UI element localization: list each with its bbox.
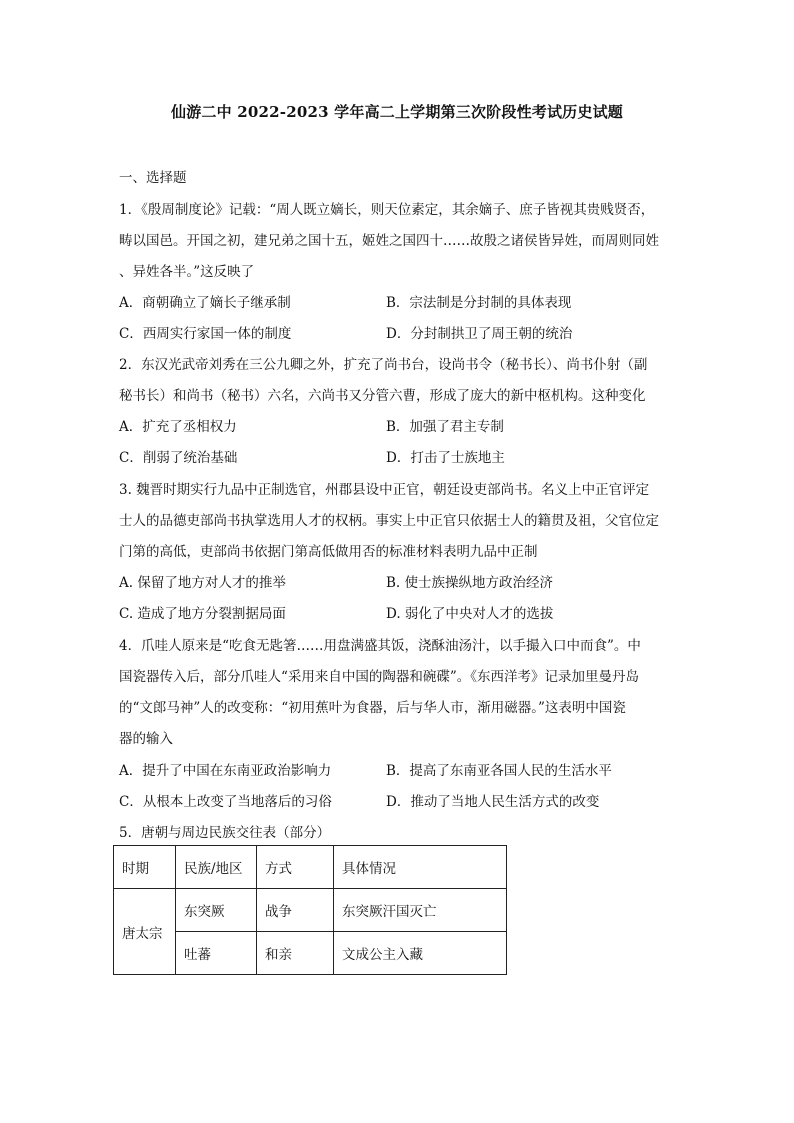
section-heading: 一、选择题 (119, 170, 187, 186)
table-header-cell: 方式 (257, 846, 334, 889)
question-4-option-c: C．从根本上改变了当地落后的习俗 (119, 794, 332, 810)
question-1-line-3: 、异姓各半。”这反映了 (119, 264, 255, 280)
question-3-option-d: D. 弱化了中央对人才的选拔 (386, 606, 554, 622)
table-header-row (114, 846, 507, 889)
tang-relations-table (113, 845, 507, 975)
table-header-cell: 时期 (114, 846, 176, 889)
question-4-line-3: 的“文郎马神”人的改变称：“初用蕉叶为食器，后与华人市，渐用磁器。”这表明中国瓷 (119, 700, 626, 716)
table-cell: 东突厥 (176, 889, 257, 932)
question-4-option-d: D．推动了当地人民生活方式的改变 (386, 794, 600, 810)
table-cell-period: 唐太宗 (114, 889, 176, 975)
table-row (114, 889, 507, 932)
question-2-option-d: D．打击了士族地主 (386, 450, 505, 466)
question-4-option-a: A．提升了中国在东南亚政治影响力 (119, 763, 332, 779)
question-2-option-c: C．削弱了统治基础 (119, 450, 238, 466)
question-1-option-c: C．西周实行家国一体的制度 (119, 326, 292, 342)
question-1-option-a: A．商朝确立了嫡长子继承制 (119, 295, 291, 311)
question-4-line-2: 国瓷器传入后，部分爪哇人“采用来自中国的陶器和碗碟”。《东西洋考》记录加里曼丹岛 (119, 669, 640, 685)
question-3-line-3: 门第的高低，吏部尚书依据门第高低做用否的标准材料表明九品中正制 (119, 544, 538, 560)
table-header-cell: 具体情况 (334, 846, 507, 889)
table-header-cell: 民族/地区 (176, 846, 257, 889)
question-3-option-b: B. 使士族操纵地方政治经济 (386, 575, 554, 591)
question-4-line-1: 4．爪哇人原来是“吃食无匙箸……用盘满盛其饭，浇酥油汤汁，以手撮入口中而食”。中 (119, 638, 641, 654)
question-3-option-c: C. 造成了地方分裂割据局面 (119, 606, 286, 622)
table-cell: 战争 (257, 889, 334, 932)
question-1-option-d: D．分封制拱卫了周王朝的统治 (386, 326, 573, 342)
question-4-option-b: B．提高了东南亚各国人民的生活水平 (386, 763, 612, 779)
question-1-line-2: 畴以国邑。开国之初，建兄弟之国十五，姬姓之国四十……故殷之诸侯皆异姓，而周则同姓 (119, 233, 659, 249)
question-2-line-1: 2．东汉光武帝刘秀在三公九卿之外，扩充了尚书台，设尚书令（秘书长）、尚书仆射（副 (119, 357, 648, 373)
table-cell: 文成公主入藏 (334, 932, 507, 975)
question-5-line-1: 5．唐朝与周边民族交往表（部分） (119, 825, 331, 841)
question-4-line-4: 器的输入 (119, 731, 173, 747)
page-title: 仙游二中 2022-2023 学年高二上学期第三次阶段性考试历史试题 (171, 103, 623, 121)
question-3-option-a: A. 保留了地方对人才的推举 (119, 575, 286, 591)
table-cell: 东突厥汗国灭亡 (334, 889, 507, 932)
question-2-option-a: A．扩充了丞相权力 (119, 419, 237, 435)
question-1-option-b: B．宗法制是分封制的具体表现 (386, 295, 572, 311)
question-2-option-b: B．加强了君主专制 (386, 419, 504, 435)
question-3-line-1: 3. 魏晋时期实行九品中正制选官，州郡县设中正官，朝廷设吏部尚书。名义上中正官评定 (119, 482, 650, 498)
question-1-line-1: 1．《殷周制度论》记载：“周人既立嫡长，则天位素定，其余嫡子、庶子皆视其贵贱贤否， (119, 202, 655, 218)
question-2-line-2: 秘书长）和尚书（秘书）六名，六尚书又分管六曹，形成了庞大的新中枢机构。这种变化 (119, 388, 646, 404)
table-cell: 吐蕃 (176, 932, 257, 975)
table-cell: 和亲 (257, 932, 334, 975)
question-3-line-2: 士人的品德吏部尚书执掌选用人才的权柄。事实上中正官只依据士人的籍贯及祖，父官位定 (119, 513, 659, 529)
